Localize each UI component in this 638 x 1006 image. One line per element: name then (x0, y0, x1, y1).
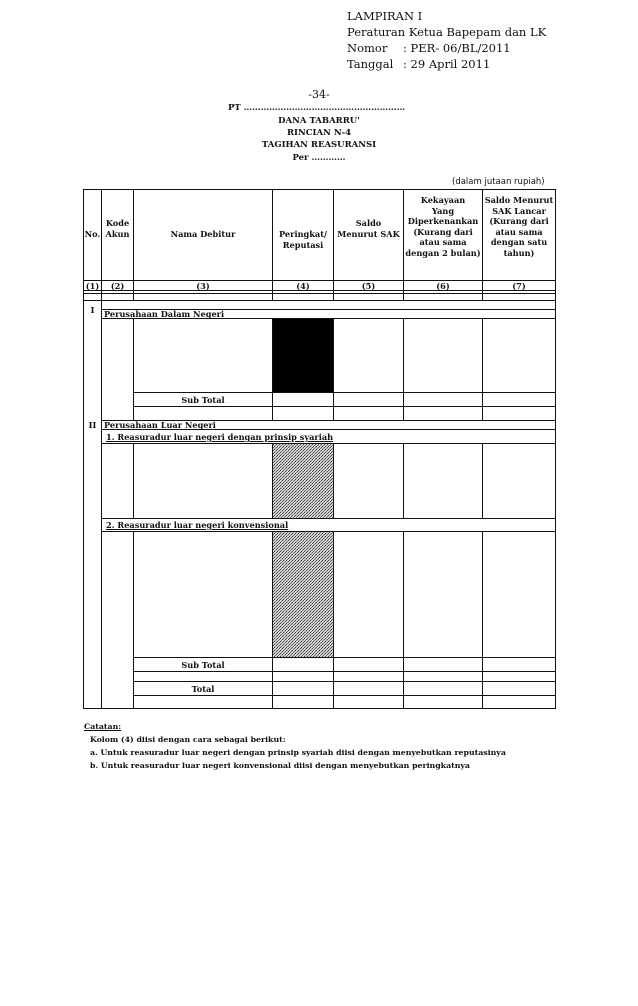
col-number-2: (2) (110, 281, 125, 291)
nomor-label: Nomor (347, 41, 388, 55)
col-header-saldo-line1: Saldo (355, 218, 382, 228)
section-2-label: Perusahaan Luar Negeri (104, 420, 216, 430)
col-header-saldo-lancar-line6: tahun) (503, 247, 535, 258)
col-header-saldo-lancar-line1: Saldo Menurut (484, 195, 554, 205)
col-header-kekayaan-line6: dengan 2 bulan) (405, 247, 481, 258)
notes-heading: Catatan: (84, 722, 122, 731)
col-header-peringkat (273, 229, 333, 250)
col-header-kekayaan-line3: Diperkenankan (407, 216, 479, 226)
tanggal-value: : 29 April 2011 (403, 57, 491, 71)
col-number-7: (7) (512, 281, 526, 291)
section-1-label: Perusahaan Dalam Negeri (104, 309, 225, 319)
tanggal-label: Tanggal (347, 57, 394, 71)
col-header-saldo-line2: Menurut SAK (337, 228, 400, 239)
unit-note: (dalam jutaan rupiah) (452, 177, 545, 187)
col-header-saldo-lancar-line5: dengan satu (490, 237, 548, 247)
col-header-peringkat-line2: Reputasi (282, 239, 324, 250)
lampiran-title: LAMPIRAN I (347, 9, 423, 23)
col-header-saldo-lancar-line2: SAK Lancar (492, 205, 546, 216)
notes-line-1: Kolom (4) diisi dengan cara sebagai berikut: (90, 735, 286, 744)
col-number-3: (3) (196, 281, 210, 291)
form-subject: TAGIHAN REASURANSI (261, 140, 377, 150)
nomor-value: : PER- 06/BL/2011 (403, 41, 511, 55)
col-header-peringkat-line1: Peringkat/ (279, 229, 327, 239)
section-2-number: II (88, 420, 97, 430)
form-rincian: RINCIAN N-4 (286, 128, 352, 138)
col-number-4: (4) (296, 281, 310, 291)
section-2-sub-1-label: 1. Reasuradur luar negeri dengan prinsip syariah (106, 432, 334, 442)
col-header-kekayaan-line1: Kekayaan (420, 195, 466, 205)
col-header-kekayaan-line5: atau sama (419, 237, 467, 247)
col-header-saldo-lancar-line3: (Kurang dari (489, 216, 549, 226)
regulation-name: Peraturan Ketua Bapepam dan LK (347, 25, 547, 39)
col-header-kekayaan (404, 195, 482, 258)
pt-line: PT ………………………………………………… (228, 103, 406, 113)
col-header-no: No. (84, 229, 101, 239)
shaded-cell-konvensional (273, 532, 333, 657)
section-2-sub-2-label: 2. Reasuradur luar negeri konvensional (106, 520, 289, 530)
col-header-saldo (334, 218, 403, 239)
notes-line-2: a. Untuk reasuradur luar negeri dengan prinsip syariah diisi dengan menyebutkan reputasinya (90, 748, 506, 757)
col-header-kekayaan-line2: Yang (431, 205, 455, 216)
form-title: DANA TABARRU' (278, 116, 360, 126)
form-per-date: Per ………… (292, 153, 346, 163)
col-header-kode-line2: Akun (105, 228, 130, 239)
shaded-cell-syariah (273, 444, 333, 518)
col-header-saldo-lancar (483, 195, 555, 258)
col-header-kekayaan-line4: (Kurang dari (413, 226, 473, 237)
col-number-1: (1) (85, 281, 100, 291)
subtotal-1-label: Sub Total (181, 395, 225, 405)
section-1-number: I (90, 305, 95, 315)
notes-line-3: b. Untuk reasuradur luar negeri konvensional diisi dengan menyebutkan peringkatnya (90, 761, 470, 770)
page-number: -34- (308, 88, 330, 101)
col-number-6: (6) (436, 281, 450, 291)
blocked-cell-dalam-negeri (273, 319, 333, 392)
col-header-nama-debitur: Nama Debitur (170, 229, 236, 239)
col-header-kode-line1: Kode (105, 218, 130, 228)
subtotal-2-label: Sub Total (181, 660, 225, 670)
total-label: Total (191, 684, 215, 694)
col-header-saldo-lancar-line4: atau sama (495, 226, 543, 237)
col-header-kode (102, 218, 133, 239)
col-number-5: (5) (361, 281, 376, 291)
